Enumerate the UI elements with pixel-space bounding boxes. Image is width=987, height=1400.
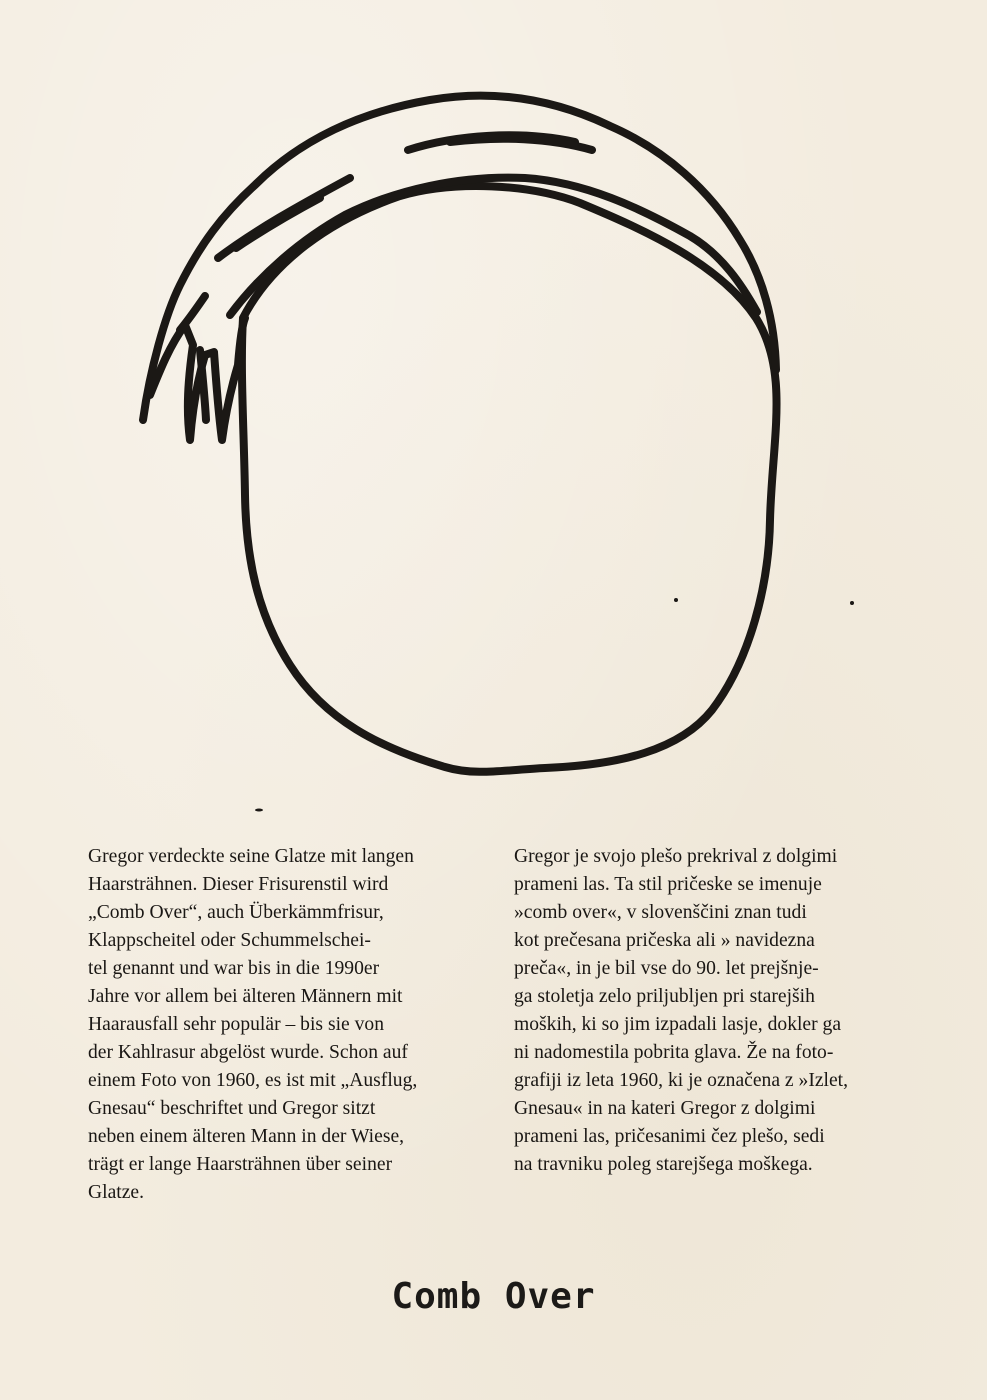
page-title: Comb Over — [391, 1276, 596, 1317]
german-paragraph: Gregor verdeckte seine Glatze mit langen Haarsträhnen. Dieser Frisurenstil wird „Comb Over“, auch Überkämmfrisur, Klappscheitel oder Schummelschei- tel genannt und war bis in die 1990er Jahre vor allem bei älteren Männern mit Haarausfall sehr populär – bis sie von der Kahlrasur abgelöst wurde. Schon auf einem Foto von 1960, es ist mit „Ausflug, Gnesau“ beschriftet und Gregor sitzt neben einem älteren Mann in der Wiese, trägt er lange Haarsträhnen über seiner Glatze. — [88, 846, 418, 1203]
ink-speck-2 — [850, 601, 854, 605]
slovenian-paragraph: Gregor je svojo plešo prekrival z dolgimi prameni las. Ta stil pričeske se imenuje »comb over«, v slovenščini znan tudi kot prečesana pričeska ali » navidezna preča«, in je bil vse do 90. let prejšnje- ga stoletja zelo priljubljen pri starejših moških, ki so jim izpadali lasje, dokler ga ni nadomestila pobrita glava. Že na foto- grafiji iz leta 1960, ki je označena z »Izlet, Gnesau« in na kateri Gregor z dolgimi prameni las, pričesanimi čez plešo, sedi na travniku poleg starejšega moškega. — [514, 846, 849, 1175]
hair-ends-inner — [180, 296, 205, 330]
ink-speck-3 — [255, 809, 263, 812]
ink-speck-1 — [674, 598, 678, 602]
head-outline — [242, 186, 777, 772]
